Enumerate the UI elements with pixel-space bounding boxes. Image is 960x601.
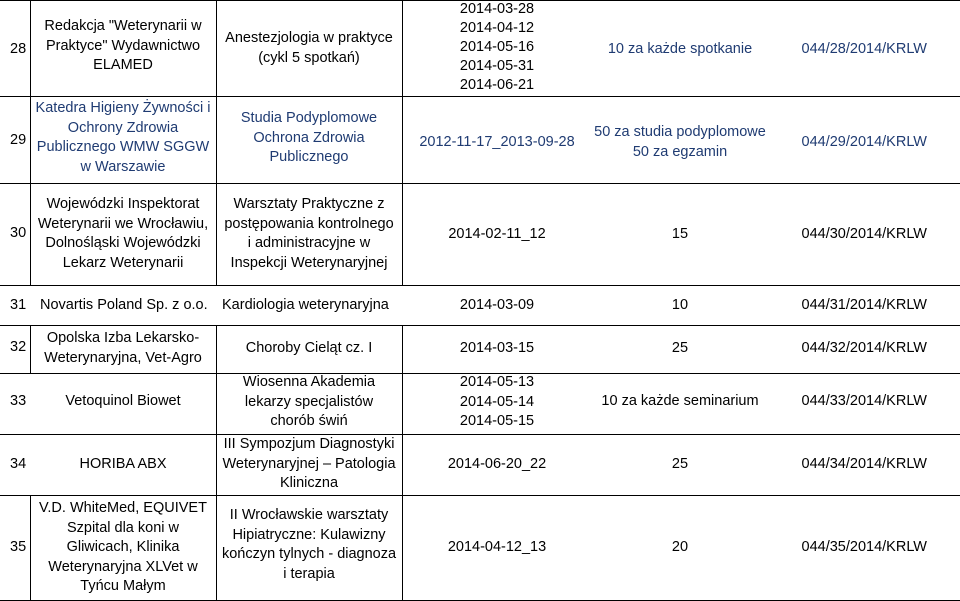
row-29-lp: 29 [10, 132, 27, 148]
row-30-organizer: Wojewódzki Inspektorat Weterynarii we Wrocławiu, Dolnośląski Wojewódzki Lekarz Weterynarii [37, 196, 209, 271]
row-35-points: 20 [671, 539, 689, 555]
row-34-organizer: HORIBA ABX [79, 456, 167, 472]
row-border [0, 325, 960, 326]
col-border [216, 325, 217, 600]
row-32-topic: Choroby Cieląt cz. I [245, 340, 373, 356]
row-28-number: 044/28/2014/KRLW [801, 41, 927, 57]
col-border [216, 0, 217, 285]
row-31-lp: 31 [10, 297, 27, 313]
row-34-points: 25 [671, 456, 689, 472]
row-border [0, 183, 960, 184]
row-32-lp: 32 [10, 339, 27, 355]
row-34-lp: 34 [10, 456, 27, 472]
row-border [0, 434, 960, 435]
row-32-points: 25 [671, 340, 689, 356]
row-32-organizer: Opolska Izba Lekarsko- Weterynaryjna, Vet-Agro [44, 330, 202, 366]
row-29-points: 50 za studia podyplomowe 50 za egzamin [594, 124, 766, 160]
row-29-topic: Studia Podyplomowe Ochrona Zdrowia Publicznego [240, 110, 378, 165]
row-29-dates: 2012-11-17_2013-09-28 [419, 134, 575, 150]
row-33-lp: 33 [10, 393, 27, 409]
row-30-topic: Warsztaty Praktyczne z postępowania kontrolnego i administracyjne w Inspekcji Weterynaryjnej [224, 196, 394, 271]
col-border [30, 495, 31, 600]
row-30-number: 044/30/2014/KRLW [801, 226, 927, 242]
row-31-dates: 2014-03-09 [459, 297, 535, 313]
row-border [0, 285, 960, 286]
row-35-topic: II Wrocławskie warsztaty Hipiatryczne: Kulawizny kończyn tylnych - diagnoza i terapia [221, 507, 397, 582]
row-31-organizer: Novartis Poland Sp. z o.o. [40, 297, 208, 313]
row-29-organizer: Katedra Higieny Żywności i Ochrony Zdrowia Publicznego WMW SGGW w Warszawie [35, 100, 211, 175]
row-28-topic: Anestezjologia w praktyce (cykl 5 spotkań) [225, 30, 393, 66]
row-33-organizer: Vetoquinol Biowet [65, 393, 181, 409]
row-30-dates: 2014-02-11_12 [448, 226, 546, 242]
row-31-topic: Kardiologia weterynaryjna [222, 297, 389, 313]
col-border [30, 325, 31, 373]
row-31-points: 10 [671, 297, 689, 313]
row-35-number: 044/35/2014/KRLW [801, 539, 927, 555]
col-border [402, 325, 403, 600]
col-border [402, 0, 403, 285]
row-33-number: 044/33/2014/KRLW [801, 393, 927, 409]
row-border [0, 495, 960, 496]
row-29-number: 044/29/2014/KRLW [801, 134, 927, 150]
row-31-number: 044/31/2014/KRLW [801, 297, 927, 313]
row-30-lp: 30 [10, 225, 27, 241]
row-32-number: 044/32/2014/KRLW [801, 340, 927, 356]
row-30-points: 15 [671, 226, 689, 242]
row-34-dates: 2014-06-20_22 [447, 456, 547, 472]
row-28-points: 10 za każde spotkanie [607, 41, 753, 57]
row-33-points: 10 za każde seminarium [601, 393, 759, 409]
row-35-lp: 35 [10, 539, 27, 555]
col-border [30, 0, 31, 285]
row-35-dates: 2014-04-12_13 [447, 539, 547, 555]
row-28-dates: 2014-03-28 2014-04-12 2014-05-16 2014-05-31 2014-06-21 [459, 1, 535, 93]
row-border [0, 96, 960, 97]
row-33-dates: 2014-05-13 2014-05-14 2014-05-15 [459, 374, 535, 429]
row-34-number: 044/34/2014/KRLW [801, 456, 927, 472]
row-35-organizer: V.D. WhiteMed, EQUIVET Szpital dla koni w Gliwicach, Klinika Weterynaryjna XLVet w Tyńcu Małym [39, 500, 207, 594]
row-33-topic: Wiosenna Akademia lekarzy specjalistów chorób świń [242, 374, 376, 429]
row-34-topic: III Sympozjum Diagnostyki Weterynaryjnej – Patologia Kliniczna [222, 436, 396, 491]
row-32-dates: 2014-03-15 [459, 340, 535, 356]
row-28-organizer: Redakcja "Weterynarii w Praktyce" Wydawnictwo ELAMED [44, 18, 202, 73]
row-28-lp: 28 [10, 41, 27, 57]
